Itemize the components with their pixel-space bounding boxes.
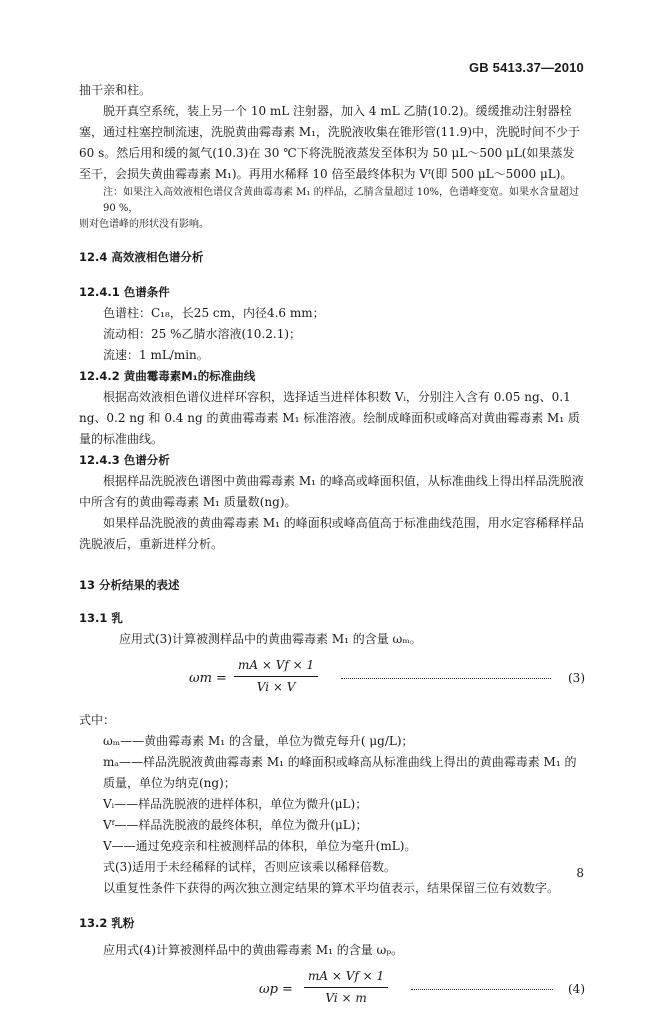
chromatography-paragraph-2: 如果样品洗脱液的黄曲霉毒素 M₁ 的峰面积或峰高值高于标准曲线范围，用水定容稀释样品洗脱液后，重新进样分析。 bbox=[79, 516, 584, 551]
formula-3-note: 式(3)适用于未经稀释的试样，否则应该乘以稀释倍数。 bbox=[103, 860, 397, 874]
definition-v-i: Vᵢ——样品洗脱液的进样体积，单位为微升(μL)； bbox=[103, 797, 368, 811]
intro-paragraph: 脱开真空系统，装上另一个 10 mL 注射器，加入 4 mL 乙腈(10.2)。缓缓推动注射器栓塞，通过柱塞控制流速，洗脱黄曲霉毒素 M₁，洗脱液收集在锥形管(11.9)中，洗脱时间不少于 60 s。然后用和缓的氮气(10.3)在 30 ℃下将洗脱液蒸发至体积为 50 μL～500 μL(如果蒸发至干，会损失黄曲霉毒素 M₁)。再用水稀释 10 倍至最终体积为 Vᶠ(即 500 μL～5000 μL)。 bbox=[79, 104, 580, 181]
formula-4-number: (4) bbox=[568, 982, 585, 996]
note-line-1: 注：如果注入高效液相色谱仪含黄曲霉毒素 M₁ 的样品，乙腈含量超过 10%，色谱峰变宽。如果水含量超过 90 %， bbox=[103, 187, 580, 214]
column-spec: 色谱柱：C₁₈，长25 cm，内径4.6 mm； bbox=[103, 306, 325, 320]
milk-formula-intro: 应用式(3)计算被测样品中的黄曲霉毒素 M₁ 的含量 ωₘ。 bbox=[119, 632, 422, 646]
where-label: 式中： bbox=[79, 713, 116, 727]
repeatability-statement: 以重复性条件下获得的两次独立测定结果的算术平均值表示，结果保留三位有效数字。 bbox=[103, 881, 560, 895]
formula-3-fraction bbox=[234, 656, 318, 697]
intro-line: 抽干亲和柱。 bbox=[79, 83, 152, 97]
page-content bbox=[79, 80, 585, 1021]
definition-v: V——通过免疫亲和柱被测样品的体积，单位为毫升(mL)。 bbox=[103, 839, 417, 853]
formula-4-denominator: Vi × m bbox=[325, 991, 367, 1005]
section-13-heading: 13 分析结果的表述 bbox=[79, 578, 180, 592]
formula-4-numerator: mA × Vf × 1 bbox=[304, 967, 388, 988]
formula-3 bbox=[79, 656, 585, 702]
definition-omega-m: ωₘ——黄曲霉毒素 M₁ 的含量，单位为微克每升( μg/L)； bbox=[103, 734, 414, 748]
section-13-1-heading: 13.1 乳 bbox=[79, 611, 123, 625]
flow-rate-spec: 流速：1 mL/min。 bbox=[103, 348, 209, 362]
formula-4-lhs: ωp = bbox=[259, 982, 293, 997]
formula-4-leader-dots bbox=[411, 981, 553, 990]
variable-definitions bbox=[79, 731, 585, 899]
formula-3-leader-dots bbox=[341, 670, 551, 679]
formula-3-lhs: ωm = bbox=[189, 671, 227, 686]
formula-4-fraction bbox=[304, 967, 388, 1008]
formula-4 bbox=[79, 967, 585, 1013]
definition-m-a: mₐ——样品洗脱液黄曲霉毒素 M₁ 的峰面积或峰高从标准曲线上得出的黄曲霉毒素 M₁ 的质量，单位为纳克(ng)； bbox=[103, 755, 577, 790]
section-12-4-2-heading: 12.4.2 黄曲霉毒素M₁的标准曲线 bbox=[79, 369, 256, 383]
chromatography-paragraph-1: 根据样品洗脱液色谱图中黄曲霉毒素 M₁ 的峰高或峰面积值，从标准曲线上得出样品洗脱液中所含有的黄曲霉毒素 M₁ 质量数(ng)。 bbox=[79, 474, 584, 509]
section-12-4-heading: 12.4 高效液相色谱分析 bbox=[79, 250, 204, 264]
section-12-4-1-heading: 12.4.1 色谱条件 bbox=[79, 285, 170, 299]
section-13-2-heading: 13.2 乳粉 bbox=[79, 916, 135, 930]
formula-3-numerator: mA × Vf × 1 bbox=[234, 656, 318, 677]
mobile-phase-spec: 流动相：25 %乙腈水溶液(10.2.1)； bbox=[103, 327, 302, 341]
section-12-4-3-heading: 12.4.3 色谱分析 bbox=[79, 453, 170, 467]
formula-3-denominator: Vi × V bbox=[256, 680, 296, 694]
formula-3-number: (3) bbox=[568, 671, 585, 685]
standard-header: GB 5413.37—2010 bbox=[468, 60, 584, 75]
standard-curve-paragraph: 根据高效液相色谱仪进样环容积，选择适当进样体积数 Vᵢ，分别注入含有 0.05 ng、0.1 ng、0.2 ng 和 0.4 ng 的黄曲霉毒素 M₁ 标准溶液。绘制成峰面积或峰高对黄曲霉毒素 M₁ 质量的标准曲线。 bbox=[79, 390, 580, 446]
note-line-2: 则对色谱峰的形状没有影响。 bbox=[79, 219, 209, 230]
powder-formula-intro: 应用式(4)计算被测样品中的黄曲霉毒素 M₁ 的含量 ωₚ。 bbox=[103, 943, 404, 957]
definition-v-f: Vᶠ——样品洗脱液的最终体积，单位为微升(μL)； bbox=[103, 818, 368, 832]
page-number: 8 bbox=[576, 866, 584, 880]
